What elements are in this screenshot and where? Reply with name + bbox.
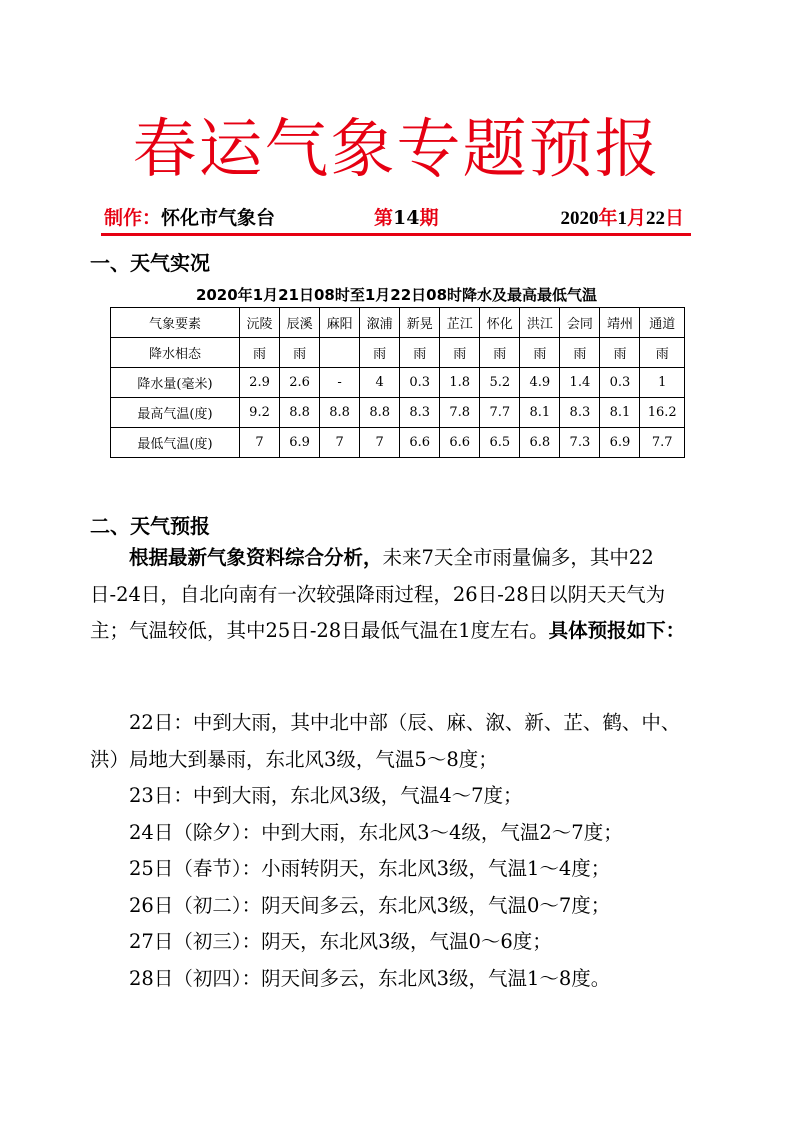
table-cell: 4 — [360, 368, 400, 398]
table-cell: 16.2 — [640, 398, 685, 428]
table-cell: 2.6 — [280, 368, 320, 398]
table-cell: 8.8 — [320, 398, 360, 428]
table-cell: 雨 — [360, 338, 400, 368]
table-cell: 8.3 — [400, 398, 440, 428]
table-cell: 气象要素 — [111, 308, 240, 338]
forecast-item: 27日（初三）：阴天，东北风3级，气温0～6度； — [129, 930, 552, 953]
table-cell: 7 — [240, 428, 280, 458]
table-cell: 0.3 — [400, 368, 440, 398]
forecast-summary: 根据最新气象资料综合分析，未来7天全市雨量偏多，其中22日-24日，自北向南有一次较强降雨过程，26日-28日以阴天天气为主；气温较低，其中25日-28日最低气温在1度左右。具体预报如下： — [90, 546, 686, 642]
table-cell: 7.8 — [440, 398, 480, 428]
issue-number: 第14期 — [374, 207, 439, 229]
observation-table — [110, 307, 685, 458]
table-cell: 5.2 — [480, 368, 520, 398]
table-cell: 靖州 — [600, 308, 640, 338]
table-cell: 8.1 — [600, 398, 640, 428]
table-cell: 6.5 — [480, 428, 520, 458]
header-rule — [101, 233, 691, 236]
forecast-item: 26日（初二）：阴天间多云，东北风3级，气温0～7度； — [129, 893, 611, 917]
table-cell: 芷江 — [440, 308, 480, 338]
table-cell: 1 — [640, 368, 685, 398]
issue-date: 2020年1月22日 — [560, 208, 684, 229]
table-cell: 8.8 — [280, 398, 320, 428]
table-caption: 2020年1月21日08时至1月22日08时降水及最高最低气温 — [195, 286, 598, 304]
table-cell: 6.6 — [400, 428, 440, 458]
table-cell: 辰溪 — [280, 308, 320, 338]
forecast-item: 25日（春节）：小雨转阴天，东北风3级，气温1～4度； — [129, 857, 611, 880]
table-cell: 雨 — [240, 338, 280, 368]
table-cell: 新晃 — [400, 308, 440, 338]
table-cell — [320, 338, 360, 368]
table-cell: 最低气温(度) — [111, 428, 240, 458]
table-cell: 0.3 — [600, 368, 640, 398]
table-cell: 洪江 — [520, 308, 560, 338]
table-cell: 通道 — [640, 308, 685, 338]
table-cell: 7 — [320, 428, 360, 458]
table-cell: 降水量(毫米) — [111, 368, 240, 398]
maker: 制作：怀化市气象台 — [104, 207, 276, 229]
forecast-list — [90, 705, 702, 997]
table-cell: 1.8 — [440, 368, 480, 398]
table-cell: 雨 — [560, 338, 600, 368]
table-cell: 6.9 — [600, 428, 640, 458]
table-cell: 溆浦 — [360, 308, 400, 338]
table-cell: 4.9 — [520, 368, 560, 398]
table-cell: 降水相态 — [111, 338, 240, 368]
table-header-row — [111, 308, 685, 338]
table-cell: 雨 — [440, 338, 480, 368]
table-cell: 雨 — [640, 338, 685, 368]
forecast-item: 28日（初四）：阴天间多云，东北风3级，气温1～8度。 — [129, 966, 611, 990]
table-cell: 8.1 — [520, 398, 560, 428]
table-cell: 最高气温(度) — [111, 398, 240, 428]
table-cell: 雨 — [400, 338, 440, 368]
table-cell: - — [320, 368, 360, 398]
table-cell: 2.9 — [240, 368, 280, 398]
table-cell: 1.4 — [560, 368, 600, 398]
table-cell: 6.6 — [440, 428, 480, 458]
table-cell: 6.9 — [280, 428, 320, 458]
forecast-item: 22日：中到大雨，其中北中部（辰、麻、溆、新、芷、鹤、中、洪）局地大到暴雨，东北风3级，气温5～8度； — [90, 711, 681, 771]
forecast-item: 24日（除夕）：中到大雨，东北风3～4级，气温2～7度； — [129, 820, 623, 844]
forecast-item: 23日：中到大雨，东北风3级，气温4～7度； — [129, 784, 523, 807]
table-cell: 雨 — [280, 338, 320, 368]
masthead — [104, 203, 684, 231]
section-heading-forecast: 二、天气预报 — [90, 514, 210, 538]
table-cell: 怀化 — [480, 308, 520, 338]
table-cell: 7 — [360, 428, 400, 458]
table-cell: 7.3 — [560, 428, 600, 458]
table-cell: 沅陵 — [240, 308, 280, 338]
table-cell: 8.3 — [560, 398, 600, 428]
table-cell: 9.2 — [240, 398, 280, 428]
document-title: 春运气象专题预报 — [132, 113, 661, 187]
table-row — [111, 368, 685, 398]
table-cell: 7.7 — [480, 398, 520, 428]
table-cell: 7.7 — [640, 428, 685, 458]
table-cell: 雨 — [520, 338, 560, 368]
table-row — [111, 428, 685, 458]
table-cell: 会同 — [560, 308, 600, 338]
table-cell: 麻阳 — [320, 308, 360, 338]
table-cell: 雨 — [600, 338, 640, 368]
table-cell: 6.8 — [520, 428, 560, 458]
section-heading-observations: 一、天气实况 — [90, 251, 210, 275]
table-row — [111, 338, 685, 368]
table-cell: 8.8 — [360, 398, 400, 428]
table-cell: 雨 — [480, 338, 520, 368]
table-row — [111, 398, 685, 428]
